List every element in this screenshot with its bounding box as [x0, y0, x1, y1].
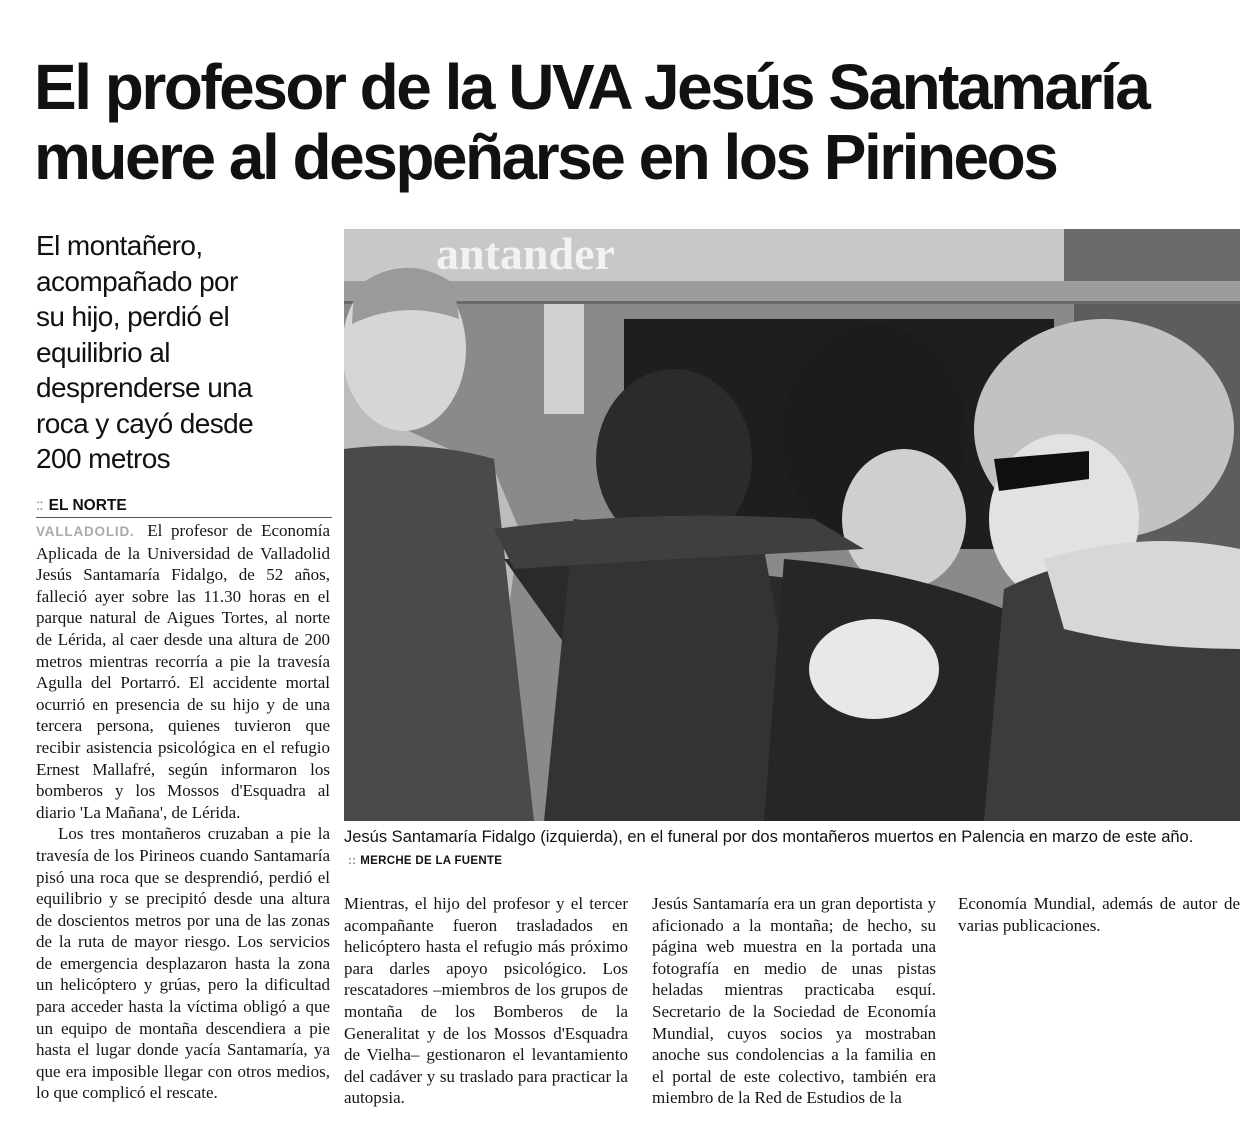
caption-text: Jesús Santamaría Fidalgo (izquierda), en el funeral por dos montañeros muertos en Palencia en marzo de este año.	[344, 828, 1194, 846]
headline	[34, 52, 1234, 192]
subhead-line: equilibrio al	[36, 336, 170, 368]
subhead-line: acompañado por	[36, 265, 238, 297]
subhead-line: su hijo, perdió el	[36, 301, 230, 332]
subheadline	[36, 228, 336, 477]
photo-funeral-embrace	[344, 229, 1240, 821]
byline-name: EL NORTE	[48, 497, 127, 514]
article-column-4	[958, 893, 1240, 936]
credit-name: MERCHE DE LA FUENTE	[360, 854, 503, 867]
article-paragraph-2: Los tres montañeros cruzaban a pie la travesía de los Pirineos cuando Santamaría pisó una roca que se desprendió, perdió el equilibrio y se precipitó desde una altura de doscientos metros por una de las zonas de la ruta de mayor riesgo. Los servicios de emergencia desplazaron hasta la zona un helicóptero y grúas, pero la dificultad para acceder hasta la víctima obligó a que un equipo de montaña descendiera a pie hasta el lugar donde yacía Santamaría, ya que era imposible llegar con otros medios, lo que complicó el rescate.	[36, 824, 331, 1103]
subhead-line: desprenderse una	[36, 372, 253, 403]
article-column-3	[652, 893, 936, 1109]
article-column-2	[344, 893, 628, 1109]
article-paragraph-3: Mientras, el hijo del profesor y el tercer acompañante fueron trasladados en helicóptero hasta el refugio más próximo para darles apoyo psicológico. Los rescatadores –miembros de los grupos de montaña de los Bomberos de la Generalitat y de los Mossos d'Esquadra de Vielha– gestionaron el levantamiento del cadáver y su traslado para practicar la autopsia.	[344, 894, 629, 1108]
photo-credit	[348, 855, 502, 867]
article-paragraph-4: Jesús Santamaría era un gran deportista y aficionado a la montaña; de hecho, su página web muestra en la portada una fotografía en medio de unas pistas heladas mientras practicaba esquí. Secretario de la Sociedad de Economía Mundial, cuyos socios ya mostraban anoche sus condolencias a la familia en el portal de este colectivo, también era miembro de la Red de Estudios de la	[652, 894, 937, 1108]
headline-line-1: El profesor de la UVA Jesús Santamaría	[34, 51, 1149, 123]
byline-bullet: ::	[36, 497, 43, 514]
news-photo	[344, 229, 1240, 821]
subhead-line: El montañero,	[36, 230, 203, 261]
dateline: VALLADOLID.	[36, 524, 135, 539]
credit-bullet: ::	[348, 854, 357, 867]
article-paragraph-4: Economía Mundial, además de autor de varias publicaciones.	[958, 894, 1240, 935]
photo-caption	[344, 827, 1240, 872]
article-paragraph-1: VALLADOLID. El profesor de Economía Aplicada de la Universidad de Valladolid Jesús Santamaría Fidalgo, de 52 años, falleció ayer sobre las 11.30 horas en el parque natural de Aigues Tortes, al norte de Lérida, al caer desde una altura de 200 metros mientras recorría a pie la travesía Agulla del Portarró. El accidente mortal ocurrió en presencia de su hijo y de una tercera persona, quienes tuvieron que recibir asistencia psicológica en el refugio Ernest Mallafré, según informaron los bomberos y los Mossos d'Esquadra al diario 'La Mañana', de Lérida.	[36, 521, 331, 822]
byline-source	[36, 497, 332, 518]
article-column-1	[36, 520, 330, 1104]
subhead-line: 200 metros	[36, 443, 171, 474]
headline-line-2: muere al despeñarse en los Pirineos	[34, 121, 1057, 193]
bank-sign-text: antander	[436, 229, 615, 279]
subhead-line: roca y cayó desde	[36, 407, 254, 439]
